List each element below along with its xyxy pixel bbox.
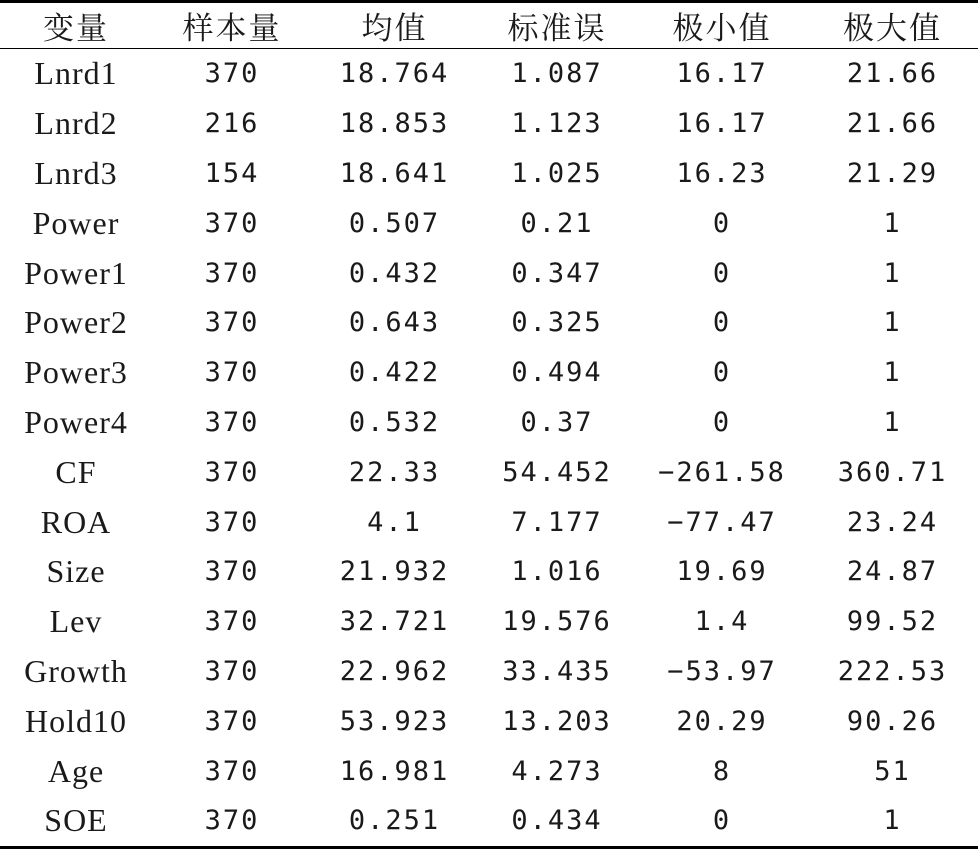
header-mean: 均值 (312, 3, 477, 49)
cell-minimum: −53.97 (667, 655, 777, 687)
cell-minimum: 16.17 (676, 58, 768, 90)
cell-std-error: 33.435 (502, 655, 612, 687)
cell-mean: 21.932 (339, 556, 450, 588)
cell-minimum: 8 (712, 755, 732, 787)
table-row (0, 796, 978, 846)
cell-minimum: 0 (712, 357, 732, 389)
cell-maximum: 1 (883, 307, 902, 339)
cell-minimum: 20.29 (676, 705, 768, 737)
cell-mean: 18.641 (339, 157, 450, 189)
table-row (0, 647, 978, 697)
cell-mean: 0.432 (348, 257, 441, 289)
cell-sample-size: 370 (204, 606, 260, 638)
cell-maximum: 1 (883, 805, 902, 837)
header-sample-size: 样本量 (152, 3, 312, 49)
cell-std-error: 7.177 (511, 506, 603, 538)
cell-sample-size: 370 (204, 357, 260, 389)
cell-variable: Lnrd2 (34, 105, 118, 142)
cell-sample-size: 370 (204, 755, 260, 787)
cell-minimum: 0 (712, 307, 732, 339)
cell-variable: Size (46, 553, 106, 590)
cell-maximum: 1 (883, 257, 902, 289)
table-row (0, 447, 978, 497)
table-row (0, 597, 978, 647)
cell-sample-size: 370 (204, 58, 260, 90)
cell-variable: SOE (44, 802, 108, 839)
cell-std-error: 0.347 (511, 257, 603, 289)
cell-sample-size: 370 (204, 655, 260, 687)
cell-mean: 0.643 (348, 307, 441, 339)
cell-variable: Growth (24, 652, 128, 689)
cell-minimum: 19.69 (676, 556, 768, 588)
cell-sample-size: 370 (204, 556, 260, 588)
cell-mean: 0.532 (348, 406, 441, 438)
cell-variable: ROA (40, 503, 112, 540)
cell-sample-size: 370 (204, 456, 260, 488)
cell-mean: 22.962 (339, 655, 450, 687)
cell-std-error: 1.016 (511, 556, 603, 588)
cell-maximum: 360.71 (837, 456, 948, 488)
cell-maximum: 21.29 (846, 157, 939, 189)
cell-mean: 53.923 (339, 705, 450, 737)
cell-std-error: 1.123 (511, 108, 603, 140)
header-variable: 变量 (0, 3, 152, 49)
table-row (0, 198, 978, 248)
cell-sample-size: 216 (204, 108, 260, 140)
table-header (0, 3, 978, 49)
header-minimum: 极小值 (637, 3, 807, 49)
cell-sample-size: 370 (204, 207, 260, 239)
table-row (0, 547, 978, 597)
cell-mean: 4.1 (367, 506, 422, 538)
cell-minimum: 0 (712, 805, 732, 837)
cell-maximum: 51 (874, 755, 911, 787)
cell-variable: Power1 (24, 254, 128, 291)
cell-std-error: 0.37 (520, 406, 594, 438)
cell-variable: Lnrd1 (34, 55, 118, 92)
cell-mean: 16.981 (339, 755, 450, 787)
cell-maximum: 99.52 (846, 606, 939, 638)
cell-maximum: 90.26 (846, 705, 939, 737)
table-row (0, 298, 978, 348)
cell-minimum: 0 (712, 257, 732, 289)
cell-mean: 22.33 (348, 456, 441, 488)
cell-maximum: 23.24 (846, 506, 939, 538)
cell-sample-size: 370 (204, 406, 260, 438)
table-body (0, 49, 978, 846)
cell-sample-size: 370 (204, 257, 260, 289)
cell-minimum: 0 (712, 406, 732, 438)
cell-minimum: 1.4 (694, 606, 750, 638)
cell-maximum: 222.53 (837, 655, 948, 687)
cell-sample-size: 370 (204, 506, 260, 538)
cell-std-error: 1.025 (511, 157, 603, 189)
cell-std-error: 4.273 (511, 755, 603, 787)
cell-sample-size: 154 (204, 157, 260, 189)
table-row (0, 497, 978, 547)
cell-variable: Power4 (24, 403, 128, 440)
cell-mean: 0.507 (348, 207, 441, 239)
cell-minimum: 16.23 (676, 157, 768, 189)
cell-variable: Lnrd3 (34, 154, 118, 191)
cell-maximum: 1 (883, 357, 902, 389)
cell-variable: Age (47, 752, 105, 789)
cell-minimum: 0 (712, 207, 732, 239)
table-row (0, 398, 978, 448)
cell-mean: 18.764 (339, 58, 450, 90)
cell-minimum: −77.47 (667, 506, 777, 538)
table-row (0, 348, 978, 398)
cell-mean: 0.422 (348, 357, 441, 389)
cell-variable: Hold10 (25, 702, 127, 739)
cell-mean: 32.721 (339, 606, 450, 638)
header-maximum: 极大值 (807, 3, 978, 49)
cell-std-error: 54.452 (502, 456, 612, 488)
cell-mean: 0.251 (348, 805, 441, 837)
cell-maximum: 1 (883, 406, 902, 438)
cell-std-error: 19.576 (502, 606, 612, 638)
cell-std-error: 1.087 (511, 58, 603, 90)
cell-std-error: 0.434 (511, 805, 603, 837)
cell-std-error: 0.494 (511, 357, 603, 389)
cell-variable: Power (32, 204, 120, 241)
header-std-error: 标准误 (477, 3, 637, 49)
cell-variable: Power2 (24, 304, 128, 341)
cell-std-error: 0.325 (511, 307, 603, 339)
descriptive-statistics-table (0, 3, 978, 846)
cell-sample-size: 370 (204, 805, 260, 837)
cell-std-error: 0.21 (520, 207, 594, 239)
cell-minimum: 16.17 (676, 108, 768, 140)
table-row (0, 746, 978, 796)
table-row (0, 248, 978, 298)
table-row (0, 696, 978, 746)
cell-variable: Lev (49, 603, 103, 640)
cell-minimum: −261.58 (658, 456, 786, 488)
table-row (0, 99, 978, 149)
table-row (0, 149, 978, 199)
cell-variable: Power3 (24, 354, 128, 391)
cell-maximum: 21.66 (846, 108, 939, 140)
cell-std-error: 13.203 (502, 705, 612, 737)
cell-mean: 18.853 (339, 108, 450, 140)
cell-variable: CF (55, 453, 97, 490)
cell-maximum: 24.87 (846, 556, 939, 588)
header-row (0, 3, 978, 49)
cell-maximum: 21.66 (846, 58, 939, 90)
cell-sample-size: 370 (204, 705, 260, 737)
table-row (0, 49, 978, 99)
cell-maximum: 1 (883, 207, 902, 239)
cell-sample-size: 370 (204, 307, 260, 339)
